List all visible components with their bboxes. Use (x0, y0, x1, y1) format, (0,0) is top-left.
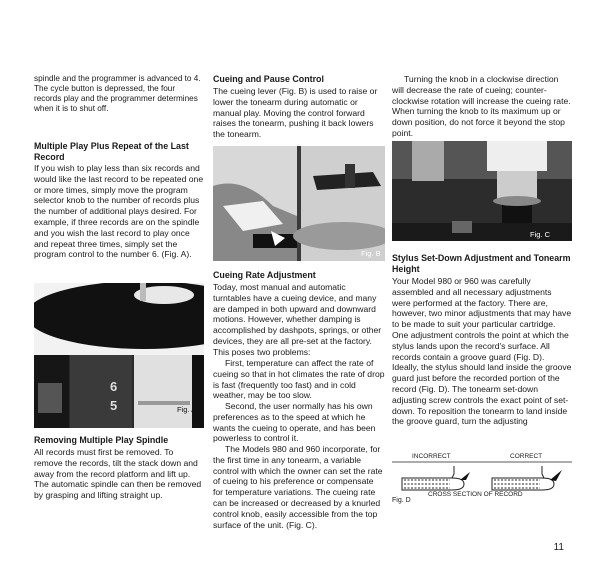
cueing-knob-illustration (392, 141, 572, 241)
multiple-play-paragraph: If you wish to play less than six records and would like the last record to be repeated one or more times, simply move the program selector knob to the number of records plus the number of additional plays desired. For example, if three records are on the spindle and you wish the last record to play once and repeat three times, simply set the program control to the number 6. (Fig. A). (34, 163, 204, 260)
cueing-rate-paragraph-1: Today, most manual and automatic turntables have a cueing device, and many are damped in both upward and downward motions. However, whether damping is accomplished by dashpots, springs, or other devices, they are all pre-set at the factory. This poses two problems: (213, 282, 382, 357)
figure-c-label: Fig. C (530, 230, 551, 239)
figure-b-label: Fig. B (361, 249, 381, 258)
figure-a-photo (34, 283, 204, 428)
cueing-lever-illustration (213, 146, 385, 261)
incorrect-record-section (402, 466, 470, 490)
cueing-pause-paragraph: The cueing lever (Fig. B) is used to raise or lower the tonearm during automatic or manual play. Moving the control forward raises the tonearm, pushing it back lowers the tonearm. (213, 86, 378, 140)
correct-record-section (492, 466, 562, 490)
stylus-setdown-paragraph: Your Model 980 or 960 was carefully assembled and all necessary adjustments were performed at the factory. There are, however, two minor adjustments that may have to be made to suit your particular cartridge. One adjustment controls the point at which the stylus lands upon the record's surface. All records contain a groove guard (Fig. D). Ideally, the stylus should land inside the groove guard just before the recorded portion of the record (Fig. D). The tonearm set-down adjusting screw controls the exact point of set-down. To reposition the tonearm to land inside the groove guard, turn the adjusting (392, 276, 572, 427)
cueing-rate-paragraph-4: The Models 980 and 960 incorporate, for the first time in any tonearm, a variable control with which the owner can set the rate of cueing to his preference or compensate for temperature variations. The cueing rate can be increased or decreased by a knurled control knob, easily accessible from the top surface of the unit. (Fig. C). (213, 444, 383, 530)
figure-b-photo (213, 146, 385, 261)
programmer-number-5: 5 (110, 398, 118, 413)
cross-section-caption: CROSS SECTION OF RECORD (428, 491, 523, 498)
figure-c-photo (392, 141, 572, 241)
cueing-rate-heading: Cueing Rate Adjustment (213, 270, 316, 280)
intro-paragraph: spindle and the programmer is advanced to 4. The cycle button is depressed, the four records play and the programmer determines when it is to shut off. (34, 74, 201, 113)
knob-direction-paragraph: Turning the knob in a clockwise direction will decrease the rate of cueing; counter-clockwise rotation will increase the cueing rate. When turning the knob to its maximum up or down position, do not force it beyond the stop point. (392, 74, 571, 138)
programmer-number-6: 6 (110, 379, 118, 394)
correct-label: CORRECT (510, 453, 543, 460)
figure-d-label: Fig. D (392, 497, 411, 504)
cueing-rate-paragraph-3: Second, the user normally has his own preferences as to the speed at which he wants the cueing to operate, and has been powerless to control it. (213, 401, 376, 444)
removing-spindle-heading: Removing Multiple Play Spindle (34, 435, 169, 445)
incorrect-label: INCORRECT (412, 453, 451, 460)
cueing-pause-heading: Cueing and Pause Control (213, 74, 324, 84)
multiple-play-heading: Multiple Play Plus Repeat of the Last Record (34, 141, 189, 162)
figure-a-label: Fig. A (177, 405, 197, 414)
stylus-setdown-heading: Stylus Set-Down Adjustment and Tonearm Height (392, 253, 571, 274)
figure-d-diagram (392, 450, 572, 508)
cueing-rate-paragraph-2: First, temperature can affect the rate of cueing so that in hot climates the rate of drop is fast (frequently too fast) and in cold weather, may be too slow. (213, 358, 385, 401)
page-number: 11 (553, 542, 564, 553)
removing-spindle-paragraph: All records must first be removed. To remove the records, tilt the stack down and away from the record platform and lift up. The automatic spindle can then be removed by grasping and lifting straight up. (34, 447, 202, 501)
